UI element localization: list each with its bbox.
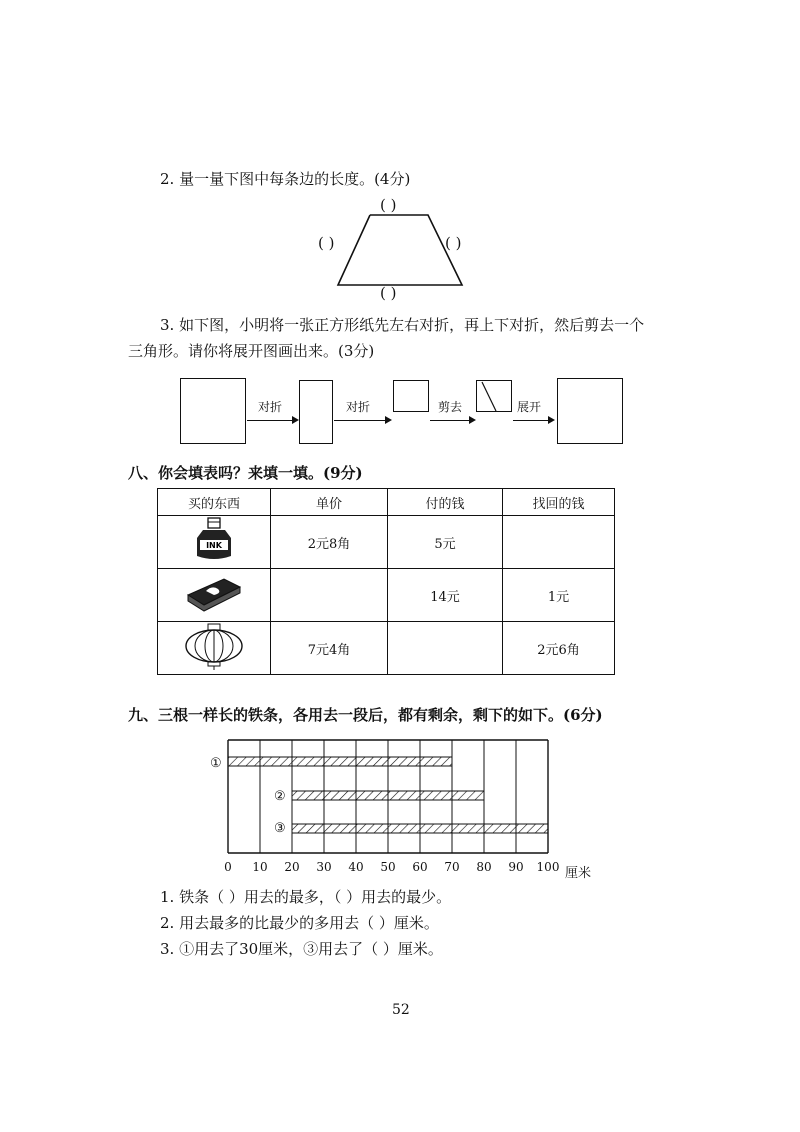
ink-label: INK bbox=[206, 541, 222, 550]
q2-title: 2. 量一量下图中每条边的长度。(4分) bbox=[160, 170, 411, 188]
ink-bottle-icon bbox=[189, 516, 239, 564]
table-row bbox=[158, 516, 615, 569]
table-row bbox=[158, 622, 615, 675]
header-paid: 付的钱 bbox=[388, 489, 503, 516]
tick-label: 50 bbox=[380, 860, 396, 874]
tick-label: 10 bbox=[252, 860, 268, 874]
tick-label: 0 bbox=[224, 860, 232, 874]
change-cell[interactable]: 2元6角 bbox=[503, 622, 615, 675]
arrow-3 bbox=[430, 420, 474, 421]
table-row bbox=[158, 569, 615, 622]
pencil-case-icon bbox=[184, 571, 244, 615]
q3-line1: 3. 如下图，小明将一张正方形纸先左右对折，再上下对折，然后剪去一个 bbox=[160, 316, 645, 334]
blank-right-edge[interactable]: ( ) bbox=[445, 234, 462, 252]
header-change: 找回的钱 bbox=[503, 489, 615, 516]
folded-quarter bbox=[393, 380, 429, 412]
axis-unit: 厘米 bbox=[565, 866, 592, 881]
folded-half bbox=[299, 380, 333, 444]
change-cell[interactable]: 1元 bbox=[503, 569, 615, 622]
tick-label: 40 bbox=[348, 860, 364, 874]
iron-bar-3 bbox=[292, 824, 548, 833]
answer-square[interactable] bbox=[557, 378, 623, 444]
square-paper bbox=[180, 378, 246, 444]
cut-triangle-mark bbox=[476, 380, 512, 412]
iron-bar-1 bbox=[228, 757, 452, 766]
step-label-cut: 剪去 bbox=[438, 400, 463, 414]
price-cell[interactable]: 7元4角 bbox=[271, 622, 388, 675]
tick-label: 30 bbox=[316, 860, 332, 874]
arrow-4 bbox=[513, 420, 553, 421]
tick-label: 70 bbox=[444, 860, 460, 874]
item-cell bbox=[158, 569, 271, 622]
arrow-2 bbox=[334, 420, 390, 421]
blank-top-edge[interactable]: ( ) bbox=[380, 196, 397, 214]
blank-left-edge[interactable]: ( ) bbox=[318, 234, 335, 252]
iron-bar-chart bbox=[200, 735, 570, 865]
step-label-unfold: 展开 bbox=[517, 400, 542, 414]
price-table bbox=[157, 488, 615, 675]
q9-question-2: 2. 用去最多的比最少的多用去（ ）厘米。 bbox=[160, 914, 439, 932]
q9-question-1: 1. 铁条（ ）用去的最多，（ ）用去的最少。 bbox=[160, 888, 452, 906]
price-cell[interactable] bbox=[271, 569, 388, 622]
tick-label: 90 bbox=[508, 860, 524, 874]
lantern-icon bbox=[179, 622, 249, 670]
step-label-fold-1: 对折 bbox=[258, 400, 283, 414]
price-cell[interactable]: 2元8角 bbox=[271, 516, 388, 569]
arrow-1 bbox=[247, 420, 297, 421]
paid-cell[interactable]: 14元 bbox=[388, 569, 503, 622]
change-cell[interactable] bbox=[503, 516, 615, 569]
paid-cell[interactable] bbox=[388, 622, 503, 675]
page-number: 52 bbox=[392, 1002, 410, 1018]
q9-question-3: 3. ①用去了30厘米，③用去了（ ）厘米。 bbox=[160, 940, 443, 958]
item-cell bbox=[158, 516, 271, 569]
tick-label: 60 bbox=[412, 860, 428, 874]
item-cell bbox=[158, 622, 271, 675]
tick-label: 20 bbox=[284, 860, 300, 874]
paid-cell[interactable]: 5元 bbox=[388, 516, 503, 569]
section8-title: 八、你会填表吗？来填一填。(9分) bbox=[128, 464, 363, 482]
header-item: 买的东西 bbox=[158, 489, 271, 516]
tick-label: 100 bbox=[536, 860, 560, 874]
bar-label-1: ① bbox=[210, 756, 222, 771]
iron-bar-2 bbox=[292, 791, 484, 800]
q3-line2: 三角形。请你将展开图画出来。(3分) bbox=[128, 342, 375, 360]
header-price: 单价 bbox=[271, 489, 388, 516]
bar-label-2: ② bbox=[274, 789, 286, 804]
section9-title: 九、三根一样长的铁条，各用去一段后，都有剩余，剩下的如下。(6分) bbox=[128, 706, 603, 724]
blank-bottom-edge[interactable]: ( ) bbox=[380, 284, 397, 302]
tick-label: 80 bbox=[476, 860, 492, 874]
step-label-fold-2: 对折 bbox=[346, 400, 371, 414]
bar-label-3: ③ bbox=[274, 821, 286, 836]
